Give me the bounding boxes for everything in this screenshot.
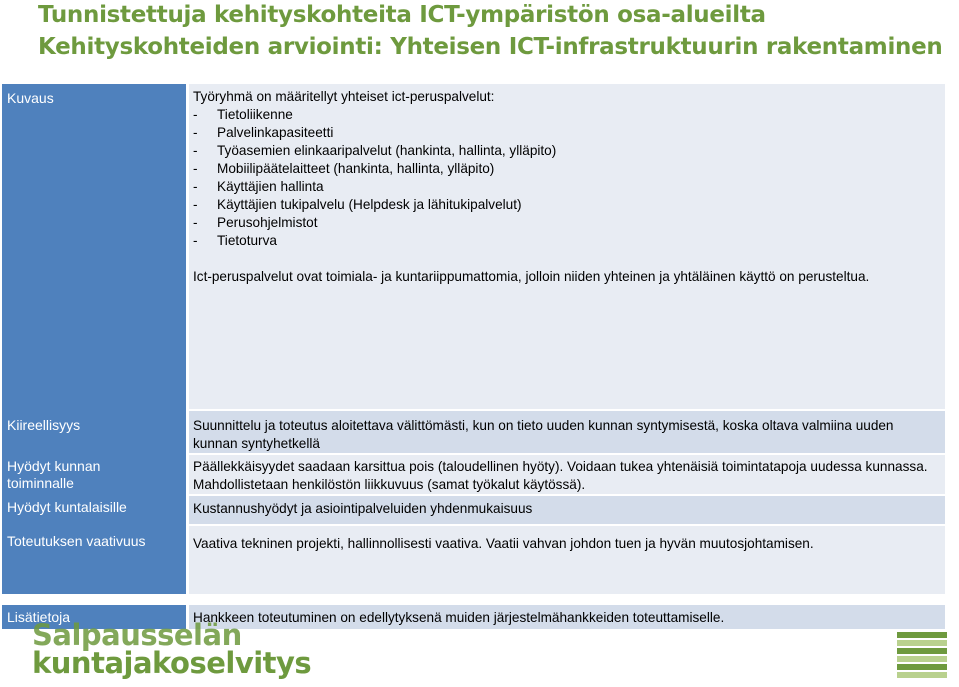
list-item: - Tietoturva [193,233,277,248]
kiireellisyys-cell [189,411,945,453]
label-kuvaus: Kuvaus [7,90,54,106]
label-hyodyt-kunnan: Hyödyt kunnan toiminnalle [7,458,101,491]
label-lisatietoja: Lisätietoja [7,609,71,625]
vaativuus-text: Vaativa tekninen projekti, hallinnollisesti vaativa. Vaatii vahvan johdon tuen ja hyvän muutosjohtamisen. [193,536,814,551]
list-item: - Käyttäjien hallinta [193,179,324,194]
logo-text-line2: kuntajakoselvitys [32,646,312,680]
list-item: - Tietoliikenne [193,107,293,122]
kiireellisyys-text: Suunnittelu ja toteutus aloitettava välittömästi, kun on tieto uuden kunnan syntymisestä, koska oltava valmiina uuden kunnan syntyhetkellä [193,418,894,451]
page-subtitle: Kehityskohteiden arviointi: Yhteisen ICT-infrastruktuurin rakentaminen [38,34,943,60]
hyodyt-kuntalaisille-text: Kustannushyödyt ja asiointipalveluiden yhdenmukaisuus [193,501,533,516]
list-item: - Palvelinkapasiteetti [193,125,334,140]
page-title: Tunnistettuja kehityskohteita ICT-ympäristön osa-alueilta [38,2,766,28]
label-hyodyt-kuntalaisille: Hyödyt kuntalaisille [7,499,127,515]
label-kiireellisyys: Kiireellisyys [7,417,81,433]
list-item: - Käyttäjien tukipalvelu (Helpdesk ja lähitukipalvelut) [193,197,522,212]
kuvaus-cell [189,84,945,409]
vaativuus-cell [189,526,945,594]
hyodyt-kuntalaisille-cell [189,496,945,524]
hyodyt-kunnan-text: Päällekkäisyydet saadaan karsittua pois (taloudellinen hyöty). Voidaan tukea yhtenäisiä toimintatapoja uudessa kunnassa. Mahdollistetaan henkilöstön liikkuvuus (samat työkalut käytössä). [193,459,928,492]
label-column-main [2,84,186,594]
hyodyt-kunnan-cell [189,455,945,494]
kuvaus-list [193,106,941,250]
kuvaus-intro: Työryhmä on määritellyt yhteiset ict-peruspalvelut: [193,89,495,104]
kuvaus-summary: Ict-peruspalvelut ovat toimiala- ja kuntariippumattomia, jolloin niiden yhteinen ja yhtäläinen käyttö on perusteltua. [193,269,870,284]
list-item: - Työasemien elinkaaripalvelut (hankinta, hallinta, ylläpito) [193,143,557,158]
label-vaativuus: Toteutuksen vaativuus [7,533,146,549]
lisatietoja-text: Hankkeen toteutuminen on edellytyksenä muiden järjestelmähankkeiden toteuttamiselle. [193,610,725,625]
list-item: - Perusohjelmistot [193,215,318,230]
list-item: - Mobiilipäätelaitteet (hankinta, hallinta, ylläpito) [193,161,495,176]
lisatietoja-cell [189,605,945,629]
logo-text-line1: Salpausselän [32,618,242,652]
